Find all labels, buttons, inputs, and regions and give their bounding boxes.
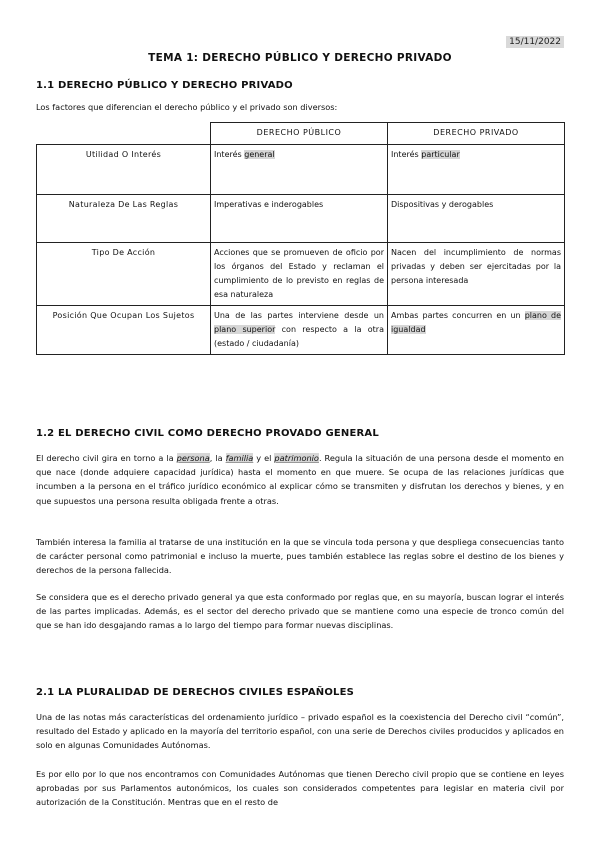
paragraph: Se considera que es el derecho privado general ya que esta conformado por reglas que, en su mayoría, buscan lograr el interés de las partes implicadas. Además, es el sector del derecho privado que se mantiene como una especie de tronco común del que se han ido desgajando ramas a lo largo del tiempo para formar nuevas disciplinas. xyxy=(36,592,564,631)
row-label: Posición Que Ocupan Los Sujetos xyxy=(37,306,211,355)
table-header-privado: DERECHO PRIVADO xyxy=(388,123,565,145)
paragraph: Es por ello por lo que nos encontramos con Comunidades Autónomas que tienen Derecho civil propio que se contiene en leyes aprobadas por sus Parlamentos autonómicos, los cuales son considerados competentes para legislar en materia civil por autorización de la Constitución. Mentras que en el resto de xyxy=(36,769,564,808)
cell-publico: Acciones que se promueven de oficio por los órganos del Estado y reclaman el cumplimiento de lo previsto en reglas de esa naturaleza xyxy=(211,243,388,306)
table-row xyxy=(37,306,565,355)
page-title: TEMA 1: DERECHO PÚBLICO Y DERECHO PRIVADO xyxy=(148,52,452,64)
row-label: Utilidad O Interés xyxy=(37,145,211,195)
table-row xyxy=(37,145,565,195)
cell-publico: Imperativas e inderogables xyxy=(211,195,388,243)
section-heading-2-1: 2.1 LA PLURALIDAD DE DERECHOS CIVILES ESPAÑOLES xyxy=(36,687,355,698)
highlight: particular xyxy=(421,150,460,159)
highlight: plano de igualdad xyxy=(391,311,562,334)
cell-publico: Una de las partes interviene desde un plano superior con respecto a la otra (estado / ciudadanía) xyxy=(211,306,388,355)
cell-privado: Ambas partes concurren en un plano de igualdad xyxy=(388,306,565,355)
comparison-table xyxy=(36,122,565,355)
section-heading-1-1: 1.1 DERECHO PÚBLICO Y DERECHO PRIVADO xyxy=(36,80,293,91)
table-row xyxy=(37,195,565,243)
section-1-1-intro: Los factores que diferencian el derecho público y el privado son diversos: xyxy=(36,102,338,112)
cell-publico: Interés general xyxy=(211,145,388,195)
paragraph: Una de las notas más características del ordenamiento jurídico – privado español es la coexistencia del Derecho civil “común”, resultado del Estado y aplicado en la mayoría del territorio español, con una serie de Derechos civiles producidos y aplicados en solo en algunas Comunidades Autónomas. xyxy=(36,712,564,751)
highlight: familia xyxy=(225,453,254,463)
paragraph: El derecho civil gira en torno a la persona, la familia y el patrimonio. Regula la situación de una persona desde el momento en que nace (donde adquiere capacidad jurídica) hasta el momento en que muere. Se ocupa de las relaciones jurídicas que incumben a la persona en el tráfico jurídico económico al explicar cómo se transmiten y disfrutan los derechos y bienes, y en que supuestos una persona resulta obligada frente a otras. xyxy=(36,453,564,506)
table-corner-cell xyxy=(37,123,211,145)
row-label: Naturaleza De Las Reglas xyxy=(37,195,211,243)
table-header-row xyxy=(37,123,565,145)
cell-privado: Dispositivas y derogables xyxy=(388,195,565,243)
row-label: Tipo De Acción xyxy=(37,243,211,306)
section-heading-1-2: 1.2 EL DERECHO CIVIL COMO DERECHO PROVADO GENERAL xyxy=(36,428,379,439)
table-header-publico: DERECHO PÚBLICO xyxy=(211,123,388,145)
table-row xyxy=(37,243,565,306)
highlight: plano superior xyxy=(214,325,276,334)
document-date: 15/11/2022 xyxy=(506,36,564,48)
highlight: persona xyxy=(176,453,210,463)
cell-privado: Nacen del incumplimiento de normas privadas y deben ser ejercitadas por la persona interesada xyxy=(388,243,565,306)
cell-privado: Interés particular xyxy=(388,145,565,195)
highlight: general xyxy=(244,150,275,159)
highlight: patrimonio xyxy=(274,453,319,463)
paragraph: También interesa la familia al tratarse de una institución en la que se vincula toda persona y que despliega consecuencias tanto de carácter personal como patrimonial e incluso la muerte, pues también establece las reglas sobre el destino de los bienes y derechos de la persona fallecida. xyxy=(36,537,564,576)
